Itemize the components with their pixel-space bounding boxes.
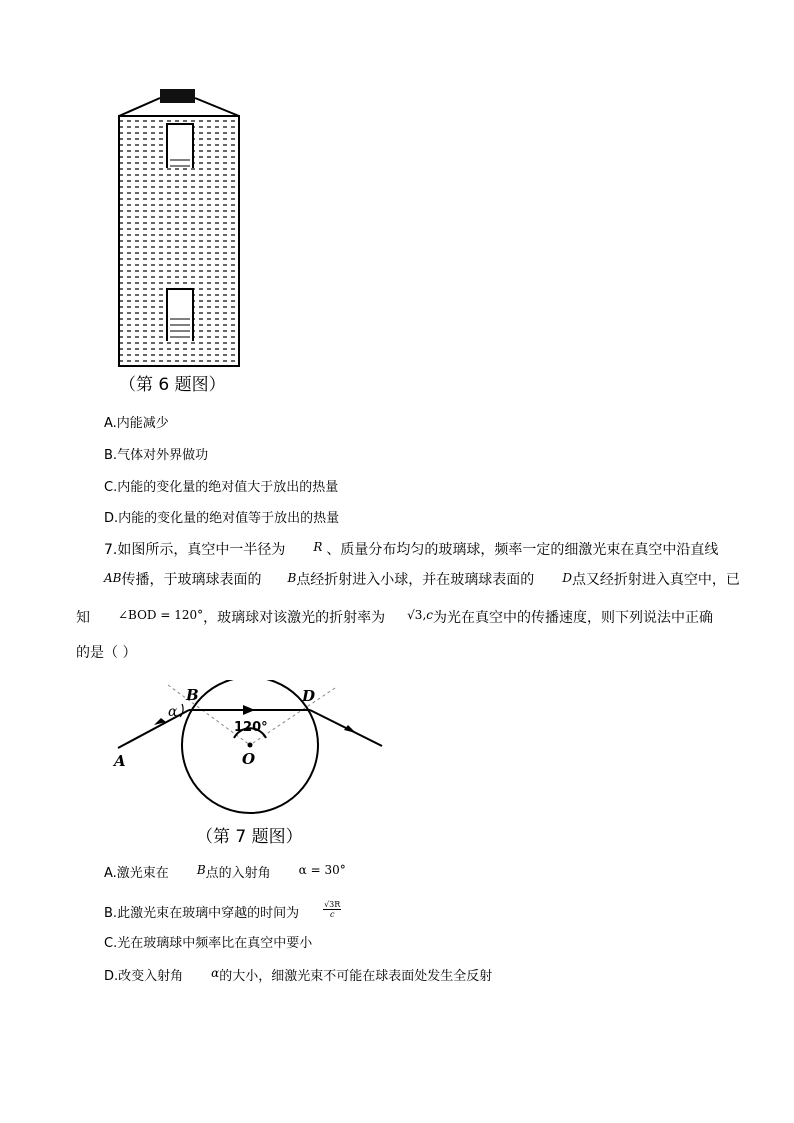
option-text: 此激光束在玻璃中穿越的时间为: [117, 906, 300, 921]
q7-stem-line3: [76, 608, 713, 628]
option-letter: B.: [104, 906, 118, 921]
fraction-numerator: √3R: [324, 900, 341, 909]
var-B: B: [196, 863, 206, 877]
q7-option-b: [104, 900, 341, 929]
stem-text: 为光在真空中的传播速度，则下列说法中正确: [433, 610, 713, 626]
var-c: c: [426, 608, 433, 622]
center-point: [248, 743, 253, 748]
stem-text: 点经折射进入小球，并在玻璃球表面的: [296, 572, 535, 588]
question6-figure: [110, 82, 250, 372]
option-letter: A.: [104, 866, 117, 881]
label-alpha: α: [168, 704, 178, 720]
stem-text: ，玻璃球对该激光的折射率为: [203, 610, 386, 626]
fraction-denominator: c: [329, 910, 335, 919]
q6-option-c: [104, 479, 338, 497]
option-text: 激光束在: [116, 866, 169, 881]
label-d: D: [302, 687, 316, 705]
q7-option-d: [104, 967, 492, 986]
option-letter: D.: [104, 969, 119, 984]
option-letter: C.: [104, 936, 118, 951]
question-number: 7.: [104, 542, 118, 558]
arrow-exit: [344, 725, 356, 733]
option-text: 改变入射角: [118, 969, 184, 984]
arrow-bd: [243, 705, 255, 715]
q6-option-a: [104, 415, 169, 433]
option-letter: C.: [104, 480, 118, 495]
option-text: 内能的变化量的绝对值大于放出的热量: [117, 480, 339, 495]
var-AB: AB: [104, 571, 122, 585]
q6-option-d: [104, 510, 339, 528]
stem-text: 传播，于玻璃球表面的: [121, 572, 262, 588]
q6-option-b: [104, 447, 208, 465]
stem-text: 、质量分布均匀的玻璃球，频率一定的细激光束在真空中沿直线: [326, 542, 719, 558]
bottle-cap: [160, 89, 195, 103]
var-alpha: α: [211, 966, 220, 980]
q7-stem-line4: [76, 643, 136, 663]
option-letter: A.: [104, 416, 117, 431]
option-text: 的大小，细激光束不可能在球表面处发生全反射: [219, 969, 493, 984]
q7-option-a: [104, 864, 346, 883]
question6-figure-caption: （第 6 题图）: [119, 375, 226, 395]
question7-figure-caption: （第 7 题图）: [196, 827, 303, 847]
stem-text: 点又经折射进入真空中，已: [571, 572, 740, 588]
stem-text: 如图所示，真空中一半径为: [117, 542, 286, 558]
option-letter: D.: [104, 511, 119, 526]
sqrt-3: √3: [407, 608, 423, 622]
option-text: 内能减少: [116, 416, 169, 431]
q7-option-c: [104, 935, 312, 953]
stem-text: 知: [76, 610, 90, 626]
alpha-expr: [299, 863, 346, 877]
q7-stem-line1: [104, 540, 718, 560]
option-text: 内能的变化量的绝对值等于放出的热量: [118, 511, 340, 526]
var-B: B: [287, 571, 297, 585]
comma: ,: [422, 608, 427, 622]
var-D: D: [562, 571, 572, 585]
option-text: 气体对外界做功: [117, 448, 209, 463]
var-R: R: [313, 540, 323, 554]
q7-stem-line2: [104, 570, 740, 590]
alpha-expr-text: α = 30°: [298, 863, 346, 877]
time-fraction: [323, 900, 341, 919]
label-a: A: [114, 752, 126, 770]
label-angle: 120°: [234, 720, 268, 735]
incident-ray: [118, 710, 189, 748]
option-text: 光在玻璃球中频率比在真空中要小: [117, 936, 313, 951]
option-text: 点的入射角: [205, 866, 271, 881]
question7-figure: [110, 680, 400, 820]
stem-text: 的是（ ）: [76, 645, 137, 661]
label-b: B: [186, 686, 199, 704]
option-letter: B.: [104, 448, 118, 463]
angle-bod: ∠BOD = 120°: [118, 608, 204, 622]
label-o: O: [242, 750, 256, 768]
